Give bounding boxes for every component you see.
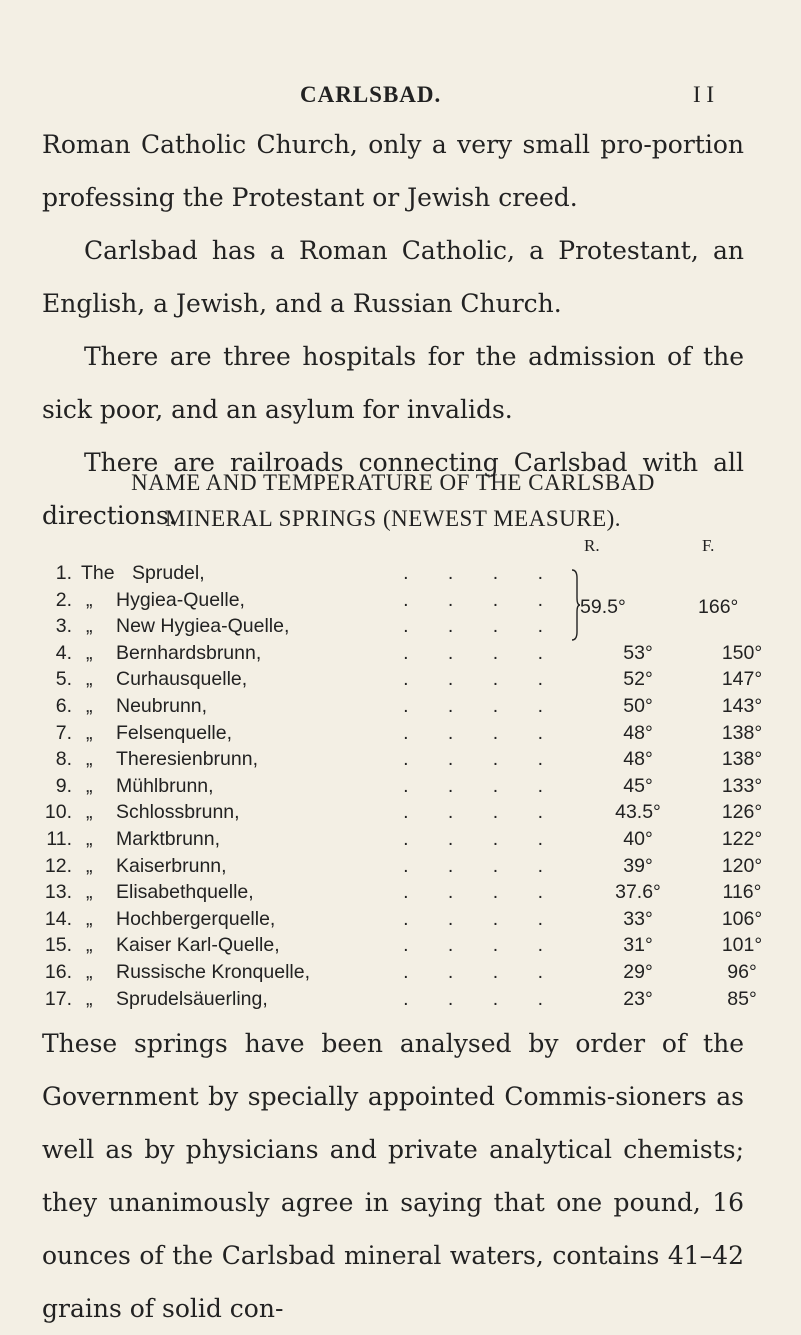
table-row [40, 587, 740, 614]
row-number: 2. [55, 588, 72, 611]
dot-leaders: . . . . [403, 854, 560, 877]
paragraph-analysis: These springs have been analysed by order of the Government by specially appointed Commis-sioners as well as by physicians and private analytical chemists; they unanimously agree in saying that one pound, 16 ounces of the Carlsbad mineral waters, contains 41–42 grains of solid con- [42, 1029, 744, 1323]
row-number: 7. [55, 721, 72, 744]
reaumur-value: 50° [623, 694, 653, 717]
ditto-mark: „ [86, 641, 93, 664]
row-number: 12. [44, 854, 72, 877]
ditto-mark: „ [86, 721, 93, 744]
row-number: 14. [44, 907, 72, 930]
dot-leaders: . . . . [403, 960, 560, 983]
paragraph-hospitals: There are three hospitals for the admission of the sick poor, and an asylum for invalids. [42, 342, 744, 424]
spring-name: Hochbergerquelle, [116, 907, 276, 930]
ditto-mark: „ [86, 934, 93, 957]
row-number: 11. [46, 827, 72, 850]
reaumur-value: 23° [623, 987, 653, 1010]
reaumur-value: 48° [623, 748, 653, 771]
springs-table [40, 560, 763, 1012]
table-row [40, 879, 762, 906]
row-number: 15. [44, 934, 72, 957]
spring-name: Russische Kronquelle, [116, 960, 311, 983]
ditto-mark: „ [86, 668, 93, 691]
paragraph-railroads: There are railroads connecting Carlsbad with all directions. [42, 448, 744, 530]
reaumur-value: 45° [623, 774, 653, 797]
row-number: 8. [55, 748, 72, 771]
ditto-mark: „ [86, 588, 93, 611]
reaumur-value: 31° [623, 934, 653, 957]
ditto-mark: „ [86, 881, 93, 904]
spring-name: New Hygiea-Quelle, [116, 615, 290, 638]
dot-leaders: . . . . [403, 934, 560, 957]
table-row [40, 986, 757, 1013]
dot-leaders: . . . . [403, 827, 560, 850]
ditto-mark: „ [86, 987, 93, 1010]
page-header [0, 72, 801, 112]
fahrenheit-value: 96° [727, 960, 757, 983]
reaumur-value: 33° [623, 907, 653, 930]
page-number: I I [693, 82, 715, 107]
ditto-mark: „ [86, 907, 93, 930]
dot-leaders: . . . . [403, 774, 560, 797]
spring-name: Hygiea-Quelle, [116, 588, 245, 611]
table-row [40, 640, 763, 667]
fahrenheit-value: 138° [721, 748, 763, 771]
grouped-reaumur-value: 59.5° [580, 596, 626, 618]
ditto-mark: „ [86, 748, 93, 771]
table-row [40, 853, 763, 880]
spring-name: Bernhardsbrunn, [116, 641, 262, 664]
ditto-mark: „ [86, 827, 93, 850]
table-row [40, 826, 763, 853]
reaumur-value: 48° [623, 721, 653, 744]
reaumur-value: 37.6° [615, 881, 661, 904]
spring-name: Mühlbrunn, [116, 774, 214, 797]
column-header-reaumur: R. [584, 536, 600, 555]
fahrenheit-value: 126° [721, 801, 763, 824]
row-number: 3. [55, 615, 72, 638]
dot-leaders: . . . . [403, 588, 560, 611]
row-number: 16. [44, 960, 72, 983]
spring-name: Schlossbrunn, [116, 801, 240, 824]
dot-leaders: . . . . [403, 907, 560, 930]
fahrenheit-value: 85° [727, 987, 757, 1010]
dot-leaders: . . . . [403, 615, 560, 638]
row-number: 5. [55, 668, 72, 691]
reaumur-value: 39° [623, 854, 653, 877]
table-title: NAME AND TEMPERATURE OF THE CARLSBAD [131, 470, 655, 495]
ditto-mark: „ [86, 774, 93, 797]
fahrenheit-value: 143° [721, 694, 763, 717]
table-row [40, 693, 763, 720]
fahrenheit-value: 116° [722, 881, 762, 904]
table-row [40, 560, 740, 587]
paragraph-churches: Carlsbad has a Roman Catholic, a Protestant, an English, a Jewish, and a Russian Church. [42, 236, 744, 318]
dot-leaders: . . . . [403, 987, 560, 1010]
ditto-mark: „ [86, 960, 93, 983]
table-row [40, 666, 763, 693]
spring-name: Kaiserbrunn, [116, 854, 227, 877]
spring-name: Elisabethquelle, [116, 881, 254, 904]
ditto-mark: „ [86, 694, 93, 717]
row-number: 4. [55, 641, 72, 664]
fahrenheit-value: 133° [721, 774, 763, 797]
ditto-mark: „ [86, 615, 93, 638]
dot-leaders: . . . . [403, 748, 560, 771]
reaumur-value: 40° [623, 827, 653, 850]
dot-leaders: . . . . [403, 641, 560, 664]
spring-name: Curhausquelle, [116, 668, 248, 691]
row-number: 10. [44, 801, 72, 824]
dot-leaders: . . . . [403, 801, 560, 824]
fahrenheit-value: 138° [721, 721, 763, 744]
reaumur-value: 43.5° [615, 801, 661, 824]
table-row [40, 906, 763, 933]
reaumur-value: 53° [623, 641, 653, 664]
spring-name: Theresienbrunn, [116, 748, 259, 771]
table-row [40, 799, 763, 826]
fahrenheit-value: 120° [721, 854, 763, 877]
row-number: 6. [55, 694, 72, 717]
reaumur-value: 29° [623, 960, 653, 983]
dot-leaders: . . . . [403, 881, 560, 904]
table-row [40, 773, 763, 800]
table-row [40, 720, 763, 747]
spring-name: Neubrunn, [116, 694, 208, 717]
grouped-fahrenheit-value: 166° [698, 596, 739, 618]
row-number: 9. [55, 774, 72, 797]
table-row [40, 959, 757, 986]
dot-leaders: . . . . [403, 562, 560, 584]
spring-name: Marktbrunn, [116, 827, 221, 850]
column-header-fahrenheit: F. [702, 536, 715, 555]
row-number: 13. [44, 881, 72, 904]
spring-name: Sprudel, [132, 562, 205, 584]
ditto-mark: „ [86, 854, 93, 877]
reaumur-value: 52° [623, 668, 653, 691]
table-row [40, 932, 763, 959]
fahrenheit-value: 150° [721, 641, 763, 664]
row-number: 17. [44, 987, 72, 1010]
table-row [40, 746, 763, 773]
paragraph-church: Roman Catholic Church, only a very small pro-portion professing the Protestant or Jewish creed. [42, 130, 744, 212]
table-subtitle: MINERAL SPRINGS (NEWEST MEASURE). [164, 506, 622, 531]
ditto-mark: „ [86, 801, 93, 824]
spring-name: Felsenquelle, [116, 721, 232, 744]
spring-name: Sprudelsäuerling, [116, 987, 268, 1010]
running-title: CARLSBAD. [300, 82, 442, 107]
fahrenheit-value: 101° [721, 934, 763, 957]
row-prefix: The [81, 562, 115, 584]
table-row [40, 613, 740, 640]
spring-name: Kaiser Karl-Quelle, [116, 934, 280, 957]
dot-leaders: . . . . [403, 668, 560, 691]
dot-leaders: . . . . [403, 721, 560, 744]
fahrenheit-value: 106° [721, 907, 763, 930]
dot-leaders: . . . . [403, 694, 560, 717]
row-number: 1. [55, 562, 72, 584]
fahrenheit-value: 147° [721, 668, 763, 691]
fahrenheit-value: 122° [721, 827, 763, 850]
